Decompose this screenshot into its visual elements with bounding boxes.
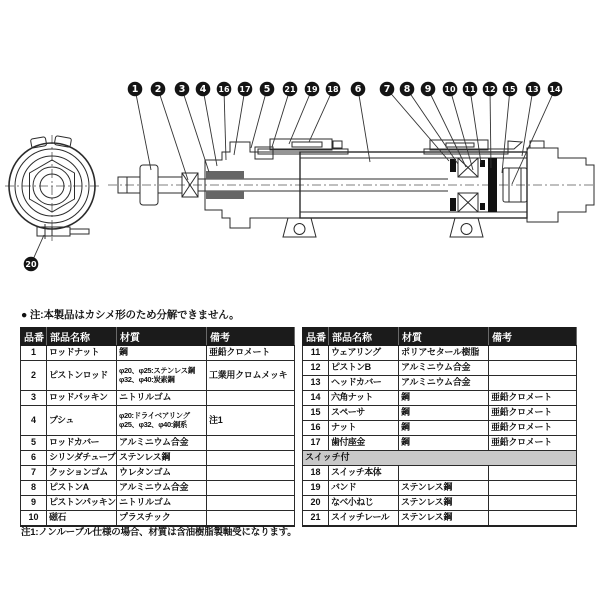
part-material: プラスチック <box>117 511 207 527</box>
header-part-name: 部品名称 <box>47 328 117 346</box>
part-row <box>303 346 577 361</box>
part-name: なべ小ねじ <box>329 496 399 511</box>
balloon-15 <box>502 82 517 173</box>
part-row <box>21 466 295 481</box>
part-row <box>303 496 577 511</box>
part-remark <box>489 346 577 361</box>
part-material: ステンレス鋼 <box>117 451 207 466</box>
part-row <box>21 391 295 406</box>
part-name: バンド <box>329 481 399 496</box>
switch-screw <box>333 141 342 148</box>
part-number: 7 <box>21 466 47 481</box>
part-row <box>303 391 577 406</box>
parts-table-right <box>302 327 577 527</box>
balloon-4 <box>196 82 217 166</box>
part-material: ステンレス鋼 <box>399 496 489 511</box>
end-view <box>5 135 100 241</box>
balloon-7 <box>380 82 449 161</box>
header-remark: 備考 <box>489 328 577 346</box>
part-row <box>303 511 577 527</box>
part-material: アルミニウム合金 <box>117 481 207 496</box>
part-material: φ20:ドライベアリング φ25、φ32、φ40:銅系 <box>117 406 207 436</box>
balloon-callouts <box>24 82 563 272</box>
part-row <box>21 436 295 451</box>
part-row <box>303 376 577 391</box>
part-remark <box>489 376 577 391</box>
table-header-row <box>303 328 577 346</box>
part-remark <box>489 481 577 496</box>
part-row <box>303 481 577 496</box>
svg-text:18: 18 <box>327 85 339 95</box>
part-row <box>303 436 577 451</box>
balloon-6 <box>351 82 370 162</box>
switch-body <box>270 139 332 150</box>
part-material: アルミニウム合金 <box>117 436 207 451</box>
balloon-11 <box>463 82 481 163</box>
part-number: 15 <box>303 406 329 421</box>
part-number: 19 <box>303 481 329 496</box>
part-remark <box>207 451 295 466</box>
part-number: 20 <box>303 496 329 511</box>
part-name: ウェアリング <box>329 346 399 361</box>
part-number: 10 <box>21 511 47 527</box>
header-part-name: 部品名称 <box>329 328 399 346</box>
part-name: ピストンB <box>329 361 399 376</box>
svg-text:13: 13 <box>527 85 539 95</box>
part-name: ナット <box>329 421 399 436</box>
part-row <box>303 421 577 436</box>
part-number: 12 <box>303 361 329 376</box>
part-name: 磁石 <box>47 511 117 527</box>
svg-text:19: 19 <box>306 85 318 95</box>
part-name: スペーサ <box>329 406 399 421</box>
head-cover <box>527 141 594 222</box>
part-material: ニトリルゴム <box>117 391 207 406</box>
table-header-row <box>21 328 295 346</box>
part-name: スイッチレール <box>329 511 399 527</box>
part-row <box>21 481 295 496</box>
part-remark <box>207 481 295 496</box>
part-number: 2 <box>21 361 47 391</box>
svg-text:9: 9 <box>424 84 432 96</box>
header-material: 材質 <box>117 328 207 346</box>
part-number: 21 <box>303 511 329 527</box>
svg-text:14: 14 <box>549 85 561 95</box>
part-remark <box>489 361 577 376</box>
svg-text:6: 6 <box>354 84 362 96</box>
part-name: シリンダチューブ <box>47 451 117 466</box>
part-remark <box>207 436 295 451</box>
part-remark <box>207 496 295 511</box>
svg-text:10: 10 <box>444 85 456 95</box>
part-remark <box>489 466 577 481</box>
part-material: ウレタンゴム <box>117 466 207 481</box>
part-remark: 亜鉛クロメート <box>489 421 577 436</box>
part-name: ロッドパッキン <box>47 391 117 406</box>
mounting-feet <box>283 218 483 237</box>
balloon-5 <box>251 82 274 148</box>
svg-text:8: 8 <box>403 84 411 96</box>
part-number: 3 <box>21 391 47 406</box>
header-part-number: 品番 <box>21 328 47 346</box>
svg-text:3: 3 <box>178 84 186 96</box>
svg-text:15: 15 <box>504 85 516 95</box>
part-number: 8 <box>21 481 47 496</box>
part-row <box>21 496 295 511</box>
bushing-seal <box>206 191 244 199</box>
part-material: ステンレス鋼 <box>399 481 489 496</box>
part-number: 17 <box>303 436 329 451</box>
rod-packing-seal <box>206 171 244 179</box>
header-part-number: 品番 <box>303 328 329 346</box>
part-row <box>303 466 577 481</box>
part-number: 14 <box>303 391 329 406</box>
part-material: ステンレス鋼 <box>399 511 489 527</box>
part-remark: 注1 <box>207 406 295 436</box>
footnote-note1: 注1:ノンルーブル仕様の場合、材質は含油樹脂製軸受になります。 <box>21 527 297 538</box>
part-name: スイッチ本体 <box>329 466 399 481</box>
part-number: 1 <box>21 346 47 361</box>
part-number: 9 <box>21 496 47 511</box>
part-number: 5 <box>21 436 47 451</box>
part-row <box>21 406 295 436</box>
part-name: ロッドナット <box>47 346 117 361</box>
part-name: ヘッドカバー <box>329 376 399 391</box>
svg-text:7: 7 <box>383 84 391 96</box>
svg-text:5: 5 <box>263 84 271 96</box>
part-material: φ20、φ25:ステンレス鋼 φ32、φ40:炭素鋼 <box>117 361 207 391</box>
part-material: 鋼 <box>399 406 489 421</box>
header-material: 材質 <box>399 328 489 346</box>
part-remark <box>207 466 295 481</box>
part-remark: 亜鉛クロメート <box>489 406 577 421</box>
svg-text:20: 20 <box>25 260 37 270</box>
balloon-21 <box>272 82 297 147</box>
part-remark: 亜鉛クロメート <box>207 346 295 361</box>
balloon-20 <box>24 235 44 271</box>
part-number: 18 <box>303 466 329 481</box>
part-row <box>303 361 577 376</box>
svg-text:16: 16 <box>218 85 230 95</box>
part-number: 11 <box>303 346 329 361</box>
part-material: 鋼 <box>399 421 489 436</box>
part-remark: 工業用クロムメッキ <box>207 361 295 391</box>
part-remark: 亜鉛クロメート <box>489 391 577 406</box>
part-name: クッションゴム <box>47 466 117 481</box>
caution-note: ● 注:本製品はカシメ形のため分解できません。 <box>21 309 240 321</box>
part-material: 鋼 <box>117 346 207 361</box>
part-material: 鋼 <box>399 391 489 406</box>
svg-text:17: 17 <box>239 85 251 95</box>
svg-text:2: 2 <box>154 84 162 96</box>
part-row <box>21 451 295 466</box>
part-name: 歯付座金 <box>329 436 399 451</box>
parts-table-left <box>20 327 295 527</box>
part-material: ニトリルゴム <box>117 496 207 511</box>
part-number: 4 <box>21 406 47 436</box>
part-material: 鋼 <box>399 436 489 451</box>
part-material <box>399 466 489 481</box>
balloon-13 <box>522 82 540 156</box>
svg-text:1: 1 <box>131 84 139 96</box>
balloon-1 <box>128 82 151 170</box>
part-remark: 亜鉛クロメート <box>489 436 577 451</box>
svg-text:11: 11 <box>464 85 476 95</box>
balloon-14 <box>512 82 562 184</box>
part-material: アルミニウム合金 <box>399 376 489 391</box>
part-name: ブシュ <box>47 406 117 436</box>
part-name: ロッドカバー <box>47 436 117 451</box>
part-name: ピストンパッキン <box>47 496 117 511</box>
part-name: 六角ナット <box>329 391 399 406</box>
section-label: スイッチ付 <box>303 451 577 466</box>
part-row <box>21 346 295 361</box>
part-name: ピストンロッド <box>47 361 117 391</box>
balloon-16 <box>217 82 232 160</box>
part-remark <box>207 391 295 406</box>
header-remark: 備考 <box>207 328 295 346</box>
part-remark <box>489 511 577 527</box>
part-number: 6 <box>21 451 47 466</box>
part-name: ピストンA <box>47 481 117 496</box>
part-remark <box>489 496 577 511</box>
balloon-12 <box>483 82 498 168</box>
switch-section-row <box>303 451 577 466</box>
part-material: アルミニウム合金 <box>399 361 489 376</box>
svg-text:4: 4 <box>199 84 207 96</box>
svg-text:12: 12 <box>484 85 496 95</box>
part-material: ポリアセタール樹脂 <box>399 346 489 361</box>
part-number: 13 <box>303 376 329 391</box>
part-number: 16 <box>303 421 329 436</box>
part-row <box>21 361 295 391</box>
svg-text:21: 21 <box>284 85 296 95</box>
part-row <box>303 406 577 421</box>
